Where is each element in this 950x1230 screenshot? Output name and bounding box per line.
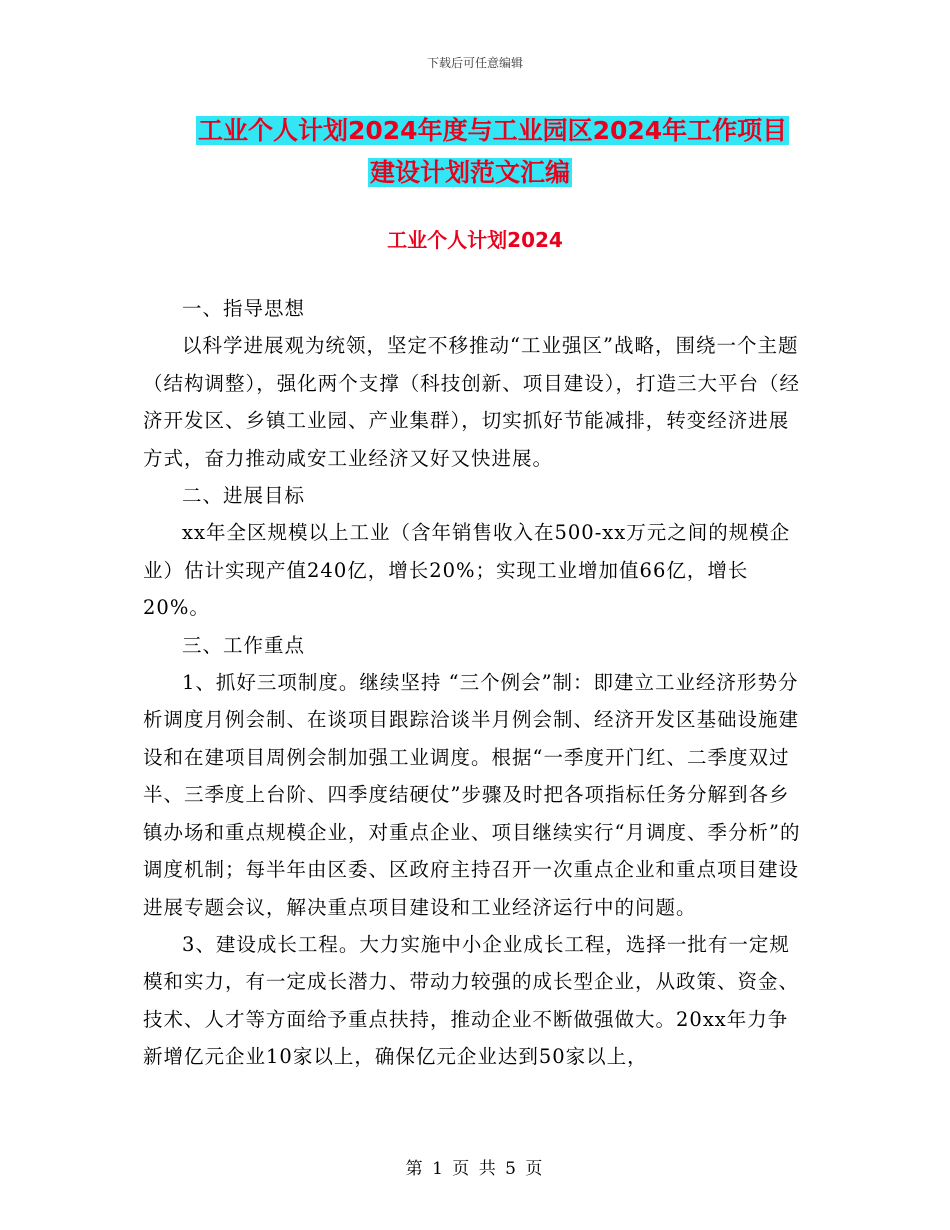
title-line-2: 建设计划范文汇编 (370, 158, 571, 187)
body-text (143, 290, 807, 1076)
paragraph-three-systems: 1、抓好三项制度。继续坚持 “三个例会”制：即建立工业经济形势分析调度月例会制、在谈项目跟踪洽谈半月例会制、经济开发区基础设施建设和在建项目周例会制加强工业调度。根据“一季度开门红、二季度双过半、三季度上台阶、四季度结硬仗”步骤及时把各项指标任务分解到各乡镇办场和重点规模企业，对重点企业、项目继续实行“月调度、季分析”的调度机制；每半年由区委、区政府主持召开一次重点企业和重点项目建设进展专题会议，解决重点项目建设和工业经济运行中的问题。 (143, 671, 801, 919)
section-title: 工业个人计划2024 (387, 228, 563, 252)
paragraph-development-goal: xx年全区规模以上工业（含年销售收入在500-xx万元之间的规模企业）估计实现产值240亿，增长20%；实现工业增加值66亿，增长20%。 (143, 521, 791, 620)
heading-work-focus: 三、工作重点 (182, 633, 306, 657)
heading-development-goal: 二、进展目标 (182, 484, 306, 508)
heading-guiding-thought: 一、指导思想 (182, 297, 306, 320)
title-line-1: 工业个人计划2024年度与工业园区2024年工作项目 (198, 116, 788, 145)
paragraph-growth-project: 3、建设成长工程。大力实施中小企业成长工程，选择一批有一定规模和实力，有一定成长潜力、带动力较强的成长型企业，从政策、资金、技术、人才等方面给予重点扶持，推动企业不断做强做大。20xx年力争新增亿元企业10家以上，确保亿元企业达到50家以上， (143, 932, 800, 1069)
paragraph-guiding-thought: 以科学进展观为统领，坚定不移推动“工业强区”战略，围绕一个主题（结构调整），强化两个支撑（科技创新、项目建设），打造三大平台（经济开发区、乡镇工业园、产业集群），切实抓好节能减排，转变经济进展方式，奋力推动咸安工业经济又好又快进展。 (143, 334, 801, 470)
page-footer: 第 1 页 共 5 页 (405, 1159, 545, 1179)
document-title (140, 110, 840, 194)
header-note: 下载后可任意编辑 (426, 56, 523, 70)
